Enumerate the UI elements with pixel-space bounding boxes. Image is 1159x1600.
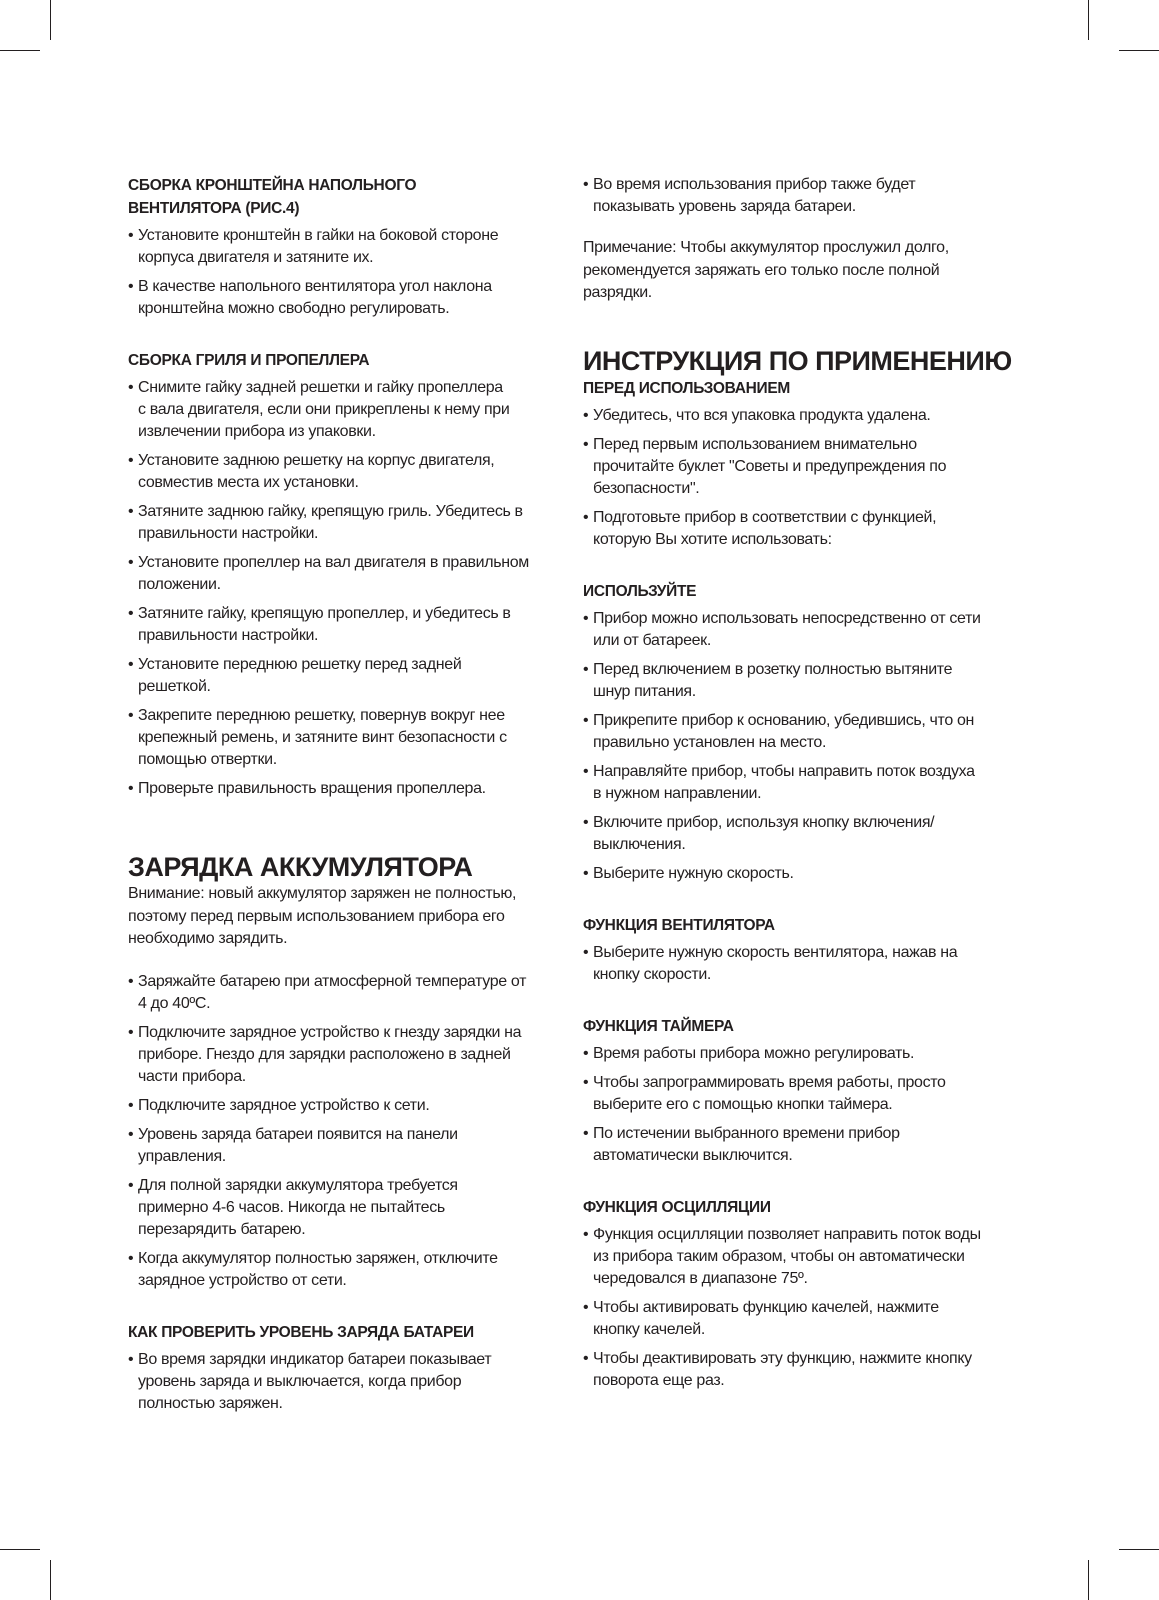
bullet-list <box>128 1349 578 1415</box>
bullet-icon: • <box>583 508 589 526</box>
list-item <box>128 1022 578 1088</box>
bullet-list <box>583 942 1033 986</box>
list-item <box>128 276 578 320</box>
bullet-icon: • <box>583 711 589 729</box>
list-item-text: Функция осцилляции позволяет направить поток воды из прибора таким образом, чтобы он автоматически чередовался в диапазоне 75º. <box>593 1225 981 1287</box>
list-item <box>583 1348 1033 1392</box>
section-heading: ИСПОЛЬЗУЙТЕ <box>583 582 697 600</box>
section-heading: СБОРКА ГРИЛЯ И ПРОПЕЛЛЕРА <box>128 352 370 369</box>
bullet-list <box>128 377 578 800</box>
crop-mark <box>1119 1549 1159 1550</box>
bullet-icon: • <box>583 762 589 780</box>
list-item-text: Во время зарядки индикатор батареи показывает уровень заряда и выключается, когда прибор полностью заряжен. <box>138 1350 492 1412</box>
list-item-text: Установите переднюю решетку перед задней решеткой. <box>138 656 462 695</box>
bullet-icon: • <box>128 1176 134 1194</box>
bullet-icon: • <box>583 435 589 453</box>
list-item-text: Затяните гайку, крепящую пропеллер, и убедитесь в правильности настройки. <box>138 605 511 644</box>
bullet-icon: • <box>128 1023 134 1041</box>
bullet-list <box>583 174 1033 218</box>
bullet-list <box>583 1043 1033 1167</box>
list-item <box>128 1124 578 1168</box>
bullet-icon: • <box>583 609 589 627</box>
list-item <box>583 608 1033 652</box>
bullet-icon: • <box>128 1096 134 1114</box>
crop-mark <box>0 1549 40 1550</box>
list-item <box>583 1123 1033 1167</box>
section-heading: СБОРКА КРОНШТЕЙНА НАПОЛЬНОГО ВЕНТИЛЯТОРА (РИС.4) <box>128 177 417 217</box>
bullet-icon: • <box>128 1350 134 1368</box>
list-item <box>583 761 1033 805</box>
list-item <box>128 1349 578 1415</box>
list-item-text: Выберите нужную скорость. <box>593 864 794 882</box>
chapter-title: ИНСТРУКЦИЯ ПО ПРИМЕНЕНИЮ <box>583 345 1012 376</box>
bullet-list <box>583 405 1033 551</box>
section-heading: КАК ПРОВЕРИТЬ УРОВЕНЬ ЗАРЯДА БАТАРЕИ <box>128 1323 474 1341</box>
bullet-icon: • <box>583 660 589 678</box>
list-item <box>128 1248 578 1292</box>
list-item <box>583 1297 1033 1341</box>
bullet-icon: • <box>128 452 134 469</box>
crop-mark <box>1119 50 1159 51</box>
bullet-icon: • <box>128 707 134 724</box>
bullet-icon: • <box>128 656 134 673</box>
list-item-text: В качестве напольного вентилятора угол наклона кронштейна можно свободно регулировать. <box>138 278 492 317</box>
section-heading: ПЕРЕД ИСПОЛЬЗОВАНИЕМ <box>583 379 791 397</box>
list-item <box>583 710 1033 754</box>
right-column <box>583 174 1033 1399</box>
list-item <box>128 971 578 1015</box>
left-column <box>128 174 578 1422</box>
warning-note: Внимание: новый аккумулятор заряжен не полностью, поэтому перед первым использованием прибора его необходимо зарядить. <box>128 885 517 947</box>
list-item-text: Установите пропеллер на вал двигателя в правильном положении. <box>138 554 529 593</box>
crop-mark <box>0 50 40 51</box>
list-item <box>128 501 578 545</box>
list-item <box>128 552 578 596</box>
bullet-icon: • <box>128 780 134 797</box>
list-item-text: Подготовьте прибор в соответствии с функцией, которую Вы хотите использовать: <box>593 508 937 548</box>
section-heading: ФУНКЦИЯ ТАЙМЕРА <box>583 1017 734 1035</box>
crop-mark <box>50 0 51 40</box>
list-item-text: Чтобы активировать функцию качелей, нажмите кнопку качелей. <box>593 1298 939 1338</box>
bullet-icon: • <box>128 379 134 396</box>
list-item-text: Уровень заряда батареи появится на панели управления. <box>138 1125 458 1165</box>
list-item <box>128 1095 578 1117</box>
list-item-text: Установите заднюю решетку на корпус двигателя, совместив места их установки. <box>138 452 495 491</box>
list-item-text: Чтобы запрограммировать время работы, просто выберите его с помощью кнопки таймера. <box>593 1073 946 1113</box>
list-item <box>583 405 1033 427</box>
list-item-text: Время работы прибора можно регулировать. <box>593 1044 915 1062</box>
bullet-list <box>583 608 1033 885</box>
section-heading: ФУНКЦИЯ ВЕНТИЛЯТОРА <box>583 916 775 934</box>
list-item-text: Направляйте прибор, чтобы направить поток воздуха в нужном направлении. <box>593 762 975 802</box>
list-item-text: Прибор можно использовать непосредственно от сети или от батареек. <box>593 609 981 649</box>
bullet-icon: • <box>128 503 134 520</box>
list-item-text: Прикрепите прибор к основанию, убедившись, что он правильно установлен на место. <box>593 711 974 751</box>
list-item-text: Затяните заднюю гайку, крепящую гриль. Убедитесь в правильности настройки. <box>138 503 523 542</box>
list-item-text: Перед включением в розетку полностью вытяните шнур питания. <box>593 660 953 700</box>
note-paragraph: Примечание: Чтобы аккумулятор прослужил долго, рекомендуется заряжать его только после полной разрядки. <box>583 239 949 301</box>
list-item <box>128 705 578 771</box>
list-item <box>583 1224 1033 1290</box>
list-item-text: Установите кронштейн в гайки на боковой стороне корпуса двигателя и затяните их. <box>138 227 499 266</box>
list-item-text: Для полной зарядки аккумулятора требуется примерно 4-6 часов. Никогда не пытайтесь перезарядить батарею. <box>138 1176 458 1238</box>
crop-mark <box>50 1560 51 1600</box>
list-item <box>583 1072 1033 1116</box>
list-item <box>583 434 1033 500</box>
bullet-list <box>583 1224 1033 1392</box>
crop-mark <box>1088 1560 1089 1600</box>
bullet-icon: • <box>128 1249 134 1267</box>
list-item <box>583 174 1033 218</box>
list-item-text: Заряжайте батарею при атмосферной температуре от 4 до 40ºC. <box>138 972 527 1012</box>
list-item-text: По истечении выбранного времени прибор автоматически выключится. <box>593 1124 900 1164</box>
list-item-text: Перед первым использованием внимательно прочитайте буклет "Советы и предупреждения по безопасности". <box>593 435 947 497</box>
list-item <box>583 507 1033 551</box>
chapter-title: ЗАРЯДКА АККУМУЛЯТОРА <box>128 852 473 882</box>
list-item-text: Убедитесь, что вся упаковка продукта удалена. <box>593 406 931 424</box>
crop-mark <box>1088 0 1089 40</box>
list-item-text: Включите прибор, используя кнопку включения/ выключения. <box>593 813 935 853</box>
list-item <box>128 1175 578 1241</box>
list-item-text: Проверьте правильность вращения пропеллера. <box>138 780 486 797</box>
list-item <box>128 778 578 800</box>
list-item <box>583 863 1033 885</box>
bullet-icon: • <box>583 1225 589 1243</box>
bullet-list <box>128 971 578 1292</box>
bullet-list <box>128 225 578 320</box>
bullet-icon: • <box>583 406 589 424</box>
list-item-text: Подключите зарядное устройство к сети. <box>138 1096 430 1114</box>
bullet-icon: • <box>128 1125 134 1143</box>
list-item-text: Когда аккумулятор полностью заряжен, отключите зарядное устройство от сети. <box>138 1249 498 1289</box>
bullet-icon: • <box>583 813 589 831</box>
list-item-text: Подключите зарядное устройство к гнезду зарядки на приборе. Гнездо для зарядки расположено в задней части прибора. <box>138 1023 522 1085</box>
list-item <box>583 659 1033 703</box>
list-item-text: Во время использования прибор также будет показывать уровень заряда батареи. <box>593 176 916 215</box>
bullet-icon: • <box>583 864 589 882</box>
list-item-text: Чтобы деактивировать эту функцию, нажмите кнопку поворота еще раз. <box>593 1349 972 1389</box>
list-item <box>128 377 578 443</box>
list-item <box>128 654 578 698</box>
section-heading: ФУНКЦИЯ ОСЦИЛЛЯЦИИ <box>583 1198 771 1216</box>
list-item <box>128 450 578 494</box>
bullet-icon: • <box>128 278 134 295</box>
list-item <box>583 1043 1033 1065</box>
bullet-icon: • <box>583 1298 589 1316</box>
bullet-icon: • <box>583 1124 589 1142</box>
bullet-icon: • <box>583 1044 589 1062</box>
list-item-text: Закрепите переднюю решетку, повернув вокруг нее крепежный ремень, и затяните винт безопасности с помощью отвертки. <box>138 707 507 768</box>
bullet-icon: • <box>128 972 134 990</box>
list-item-text: Выберите нужную скорость вентилятора, нажав на кнопку скорости. <box>593 943 958 983</box>
list-item-text: Снимите гайку задней решетки и гайку пропеллера с вала двигателя, если они прикреплены к нему при извлечении прибора из упаковки. <box>138 379 510 440</box>
list-item <box>128 225 578 269</box>
list-item <box>128 603 578 647</box>
bullet-icon: • <box>128 554 134 571</box>
bullet-icon: • <box>128 227 134 244</box>
bullet-icon: • <box>583 176 589 193</box>
bullet-icon: • <box>583 943 589 961</box>
bullet-icon: • <box>128 605 134 622</box>
list-item <box>583 942 1033 986</box>
list-item <box>583 812 1033 856</box>
bullet-icon: • <box>583 1349 589 1367</box>
bullet-icon: • <box>583 1073 589 1091</box>
